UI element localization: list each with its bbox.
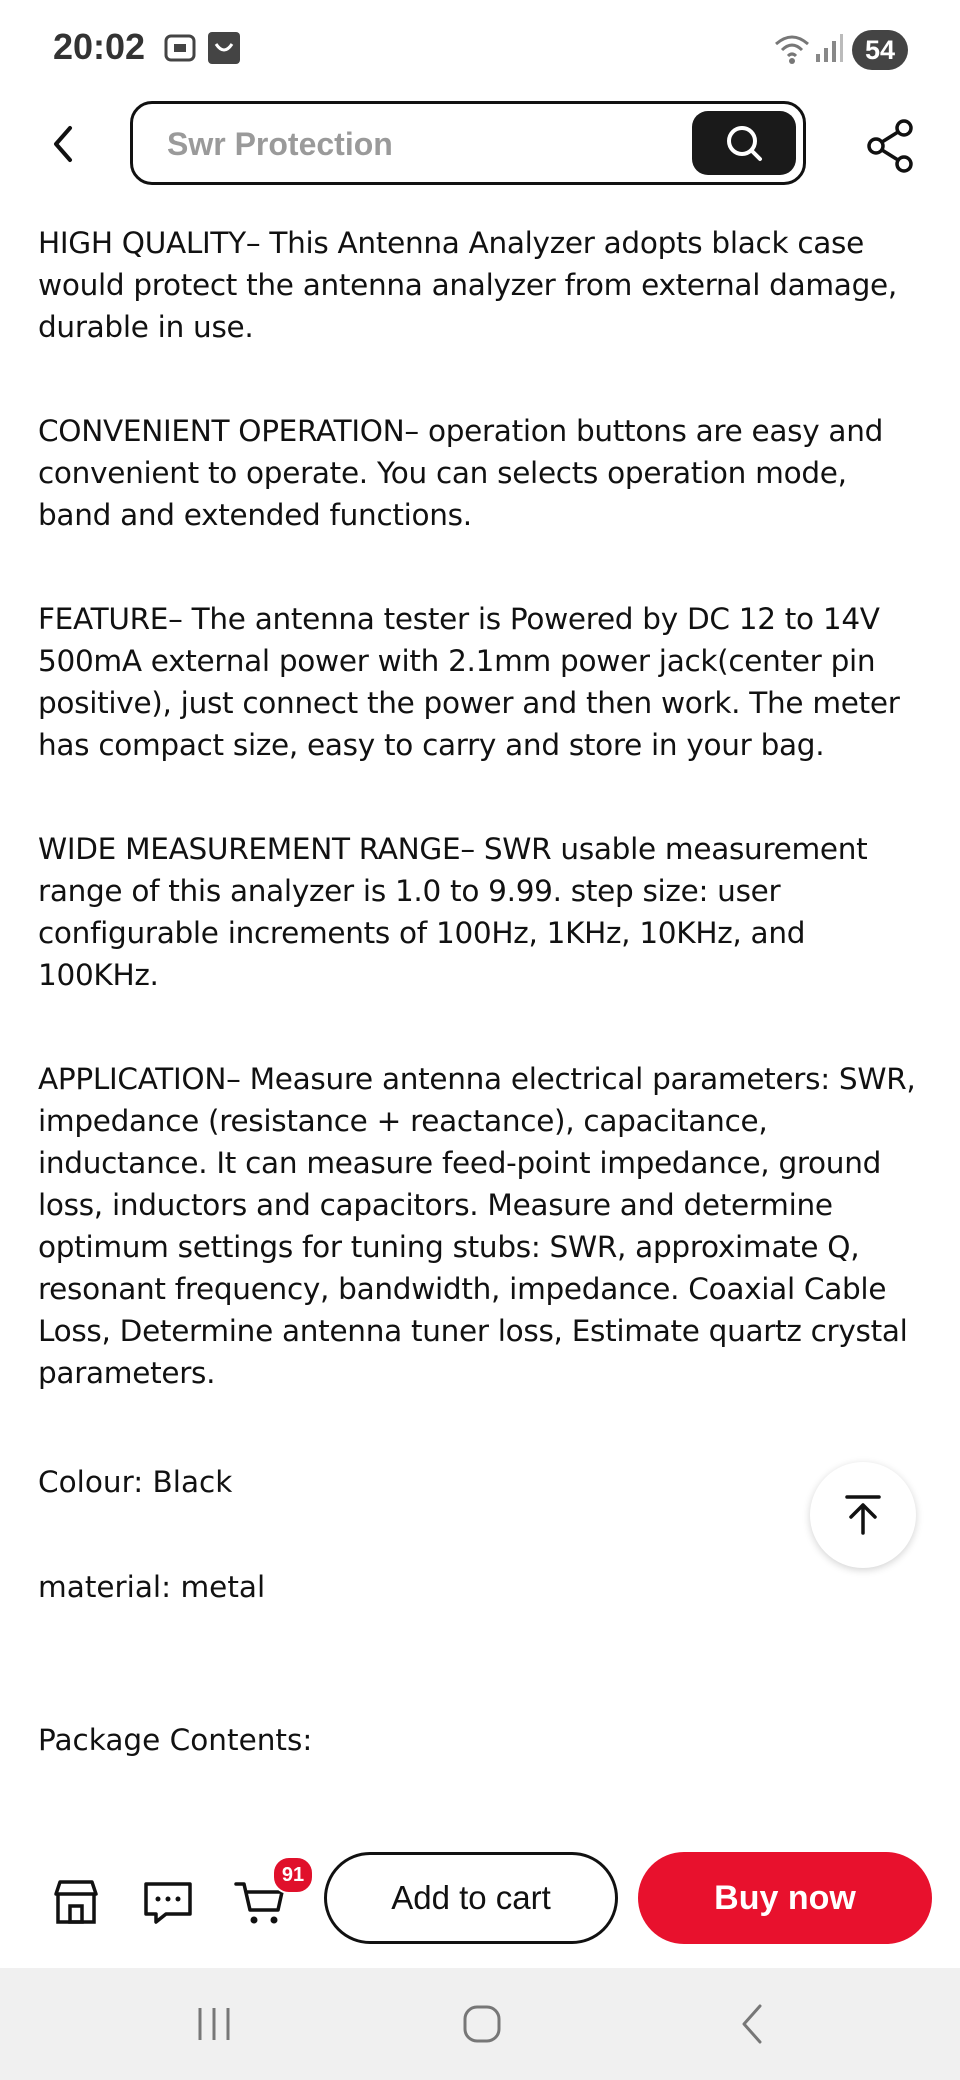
share-button[interactable] bbox=[864, 118, 916, 174]
buy-now-button[interactable]: Buy now bbox=[638, 1852, 932, 1944]
description-paragraph: APPLICATION– Measure antenna electrical parameters: SWR, impedance (resistance + reactance), capacitance, inductance. It can measure feed-point impedance, ground loss, inductors and capacitors. Measure and determine optimum settings for tuning stubs: SWR, approximate Q, resonant frequency, bandwidth, impedance. Coaxial Cable Loss, Determine antenna tuner loss, Estimate quartz crystal parameters. bbox=[38, 1062, 916, 1390]
scroll-to-top-button[interactable] bbox=[810, 1462, 916, 1568]
search-input[interactable] bbox=[167, 122, 647, 166]
search-button[interactable] bbox=[692, 111, 796, 175]
colour-spec: Colour: Black bbox=[38, 1465, 233, 1499]
description-paragraph: CONVENIENT OPERATION– operation buttons are easy and convenient to operate. You can selects operation mode, band and extended functions. bbox=[38, 414, 884, 532]
product-description bbox=[38, 222, 928, 1456]
back-arrow-icon bbox=[44, 120, 84, 168]
store-icon bbox=[48, 1874, 104, 1930]
home-button[interactable] bbox=[462, 2004, 502, 2048]
search-bar[interactable] bbox=[130, 101, 806, 185]
notification-icon bbox=[206, 30, 242, 70]
nav-back-button[interactable] bbox=[732, 2004, 772, 2048]
back-button[interactable] bbox=[44, 120, 84, 168]
chat-icon bbox=[140, 1874, 196, 1930]
recent-apps-icon bbox=[194, 2004, 234, 2044]
search-icon bbox=[724, 123, 764, 163]
system-nav-bar bbox=[0, 1968, 960, 2080]
nav-back-icon bbox=[732, 2004, 772, 2044]
chat-button[interactable] bbox=[140, 1874, 196, 1930]
package-contents-heading: Package Contents: bbox=[38, 1723, 313, 1757]
material-spec: material: metal bbox=[38, 1570, 266, 1604]
screenshot-icon bbox=[162, 30, 198, 70]
add-to-cart-button[interactable]: Add to cart bbox=[324, 1852, 618, 1944]
signal-icon bbox=[814, 30, 844, 70]
description-paragraph: FEATURE– The antenna tester is Powered by DC 12 to 14V 500mA external power with 2.1mm power jack(center pin positive), just connect the power and then work. The meter has compact size, easy to carry and store in your bag. bbox=[38, 602, 900, 762]
cart-count-badge: 91 bbox=[272, 1856, 314, 1894]
description-paragraph: WIDE MEASUREMENT RANGE– SWR usable measurement range of this analyzer is 1.0 to 9.99. step size: user configurable increments of 100Hz, 1KHz, 10KHz, and 100KHz. bbox=[38, 832, 868, 992]
arrow-up-icon bbox=[841, 1493, 885, 1537]
store-button[interactable] bbox=[48, 1874, 104, 1930]
home-icon bbox=[462, 2004, 502, 2044]
status-time: 20:02 bbox=[53, 26, 146, 67]
battery-indicator: 54 bbox=[852, 30, 908, 70]
status-bar bbox=[0, 0, 960, 100]
wifi-icon bbox=[772, 30, 812, 70]
description-paragraph: HIGH QUALITY– This Antenna Analyzer adopts black case would protect the antenna analyzer from external damage, durable in use. bbox=[38, 226, 897, 344]
share-icon bbox=[864, 118, 916, 174]
recent-apps-button[interactable] bbox=[194, 2004, 234, 2048]
bottom-action-bar bbox=[0, 1842, 960, 1968]
